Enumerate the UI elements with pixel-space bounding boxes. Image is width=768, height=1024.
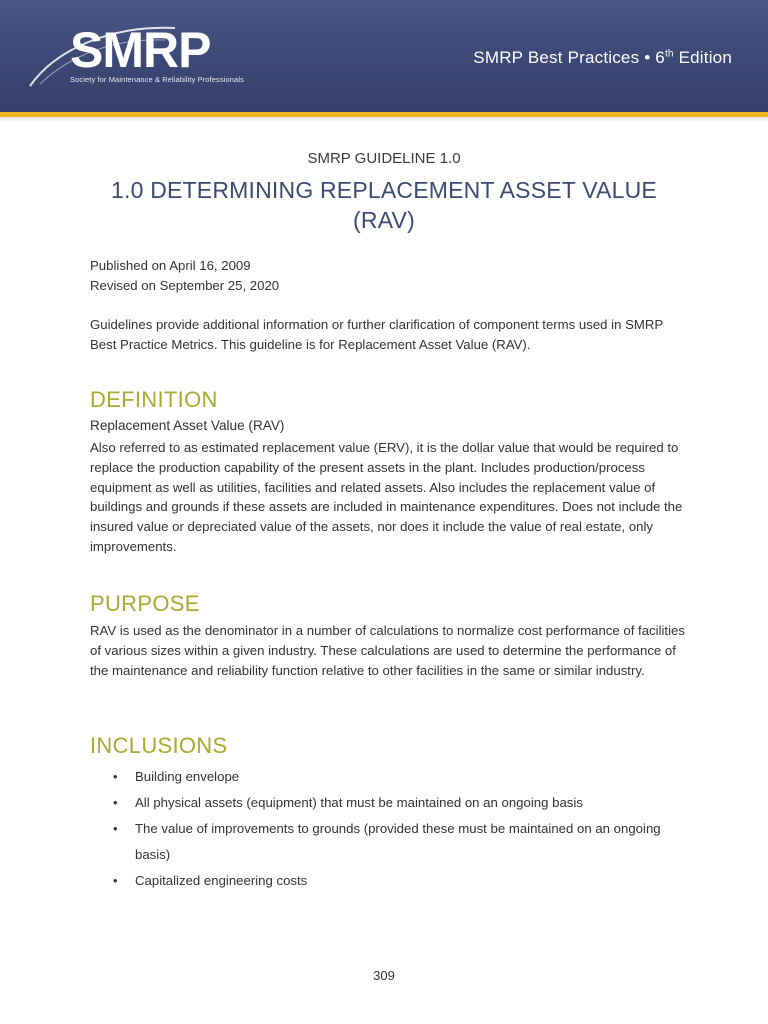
list-item-text: All physical assets (equipment) that must be maintained on an ongoing basis [135,795,583,810]
inclusions-heading: INCLUSIONS [90,733,228,758]
bullet-icon: • [113,795,118,810]
page-title: 1.0 DETERMINING REPLACEMENT ASSET VALUE (RAV) [111,177,657,233]
logo-tagline: Society for Maintenance & Reliability Professionals [70,75,244,84]
inclusions-list [90,764,690,894]
edition-label [473,48,732,68]
purpose-text: RAV is used as the denominator in a number of calculations to normalize cost performance of facilities of various sizes within a given industry. These calculations are used to determine the performance of the maintenance and reliability function relative to other facilities in the same or similar industry. [90,623,685,678]
smrp-logo: SMRP [70,22,211,78]
definition-term: Replacement Asset Value (RAV) [90,418,285,433]
list-item [90,764,690,790]
revised-date: Revised on September 25, 2020 [90,278,280,293]
list-item [90,868,690,894]
guideline-label: SMRP GUIDELINE 1.0 [307,150,461,167]
list-item [90,816,690,868]
list-item-text: The value of improvements to grounds (provided these must be maintained on an ongoing basis) [135,821,661,862]
edition-sup: th [664,48,674,60]
publication-info [90,256,279,296]
bullet-icon: • [113,769,118,784]
definition-text: Also referred to as estimated replacement value (ERV), it is the dollar value that would be required to replace the production capability of the present assets in the plant. Includes production/process equipment as well as utilities, facilities and related assets. Also includes the replacement value of buildings and grounds if these assets are included in maintenance expenditures. Does not include the insured value or depreciated value of the assets, nor does it include the value of real estate, only improvements. [90,440,683,554]
edition-suffix: Edition [673,48,732,67]
bullet-icon: • [113,873,118,888]
purpose-heading: PURPOSE [90,591,200,616]
definition-heading: DEFINITION [90,387,218,412]
page-number: 309 [373,968,395,983]
list-item-text: Building envelope [135,769,240,784]
header-banner [0,0,768,112]
published-date: Published on April 16, 2009 [90,258,251,273]
list-item-text: Capitalized engineering costs [135,873,308,888]
edition-prefix: SMRP Best Practices • 6 [473,48,665,67]
bullet-icon: • [113,821,118,836]
header-shadow [0,117,768,122]
list-item [90,790,690,816]
intro-paragraph: Guidelines provide additional information or further clarification of component terms used in SMRP Best Practice Metrics. This guideline is for Replacement Asset Value (RAV). [90,317,663,352]
